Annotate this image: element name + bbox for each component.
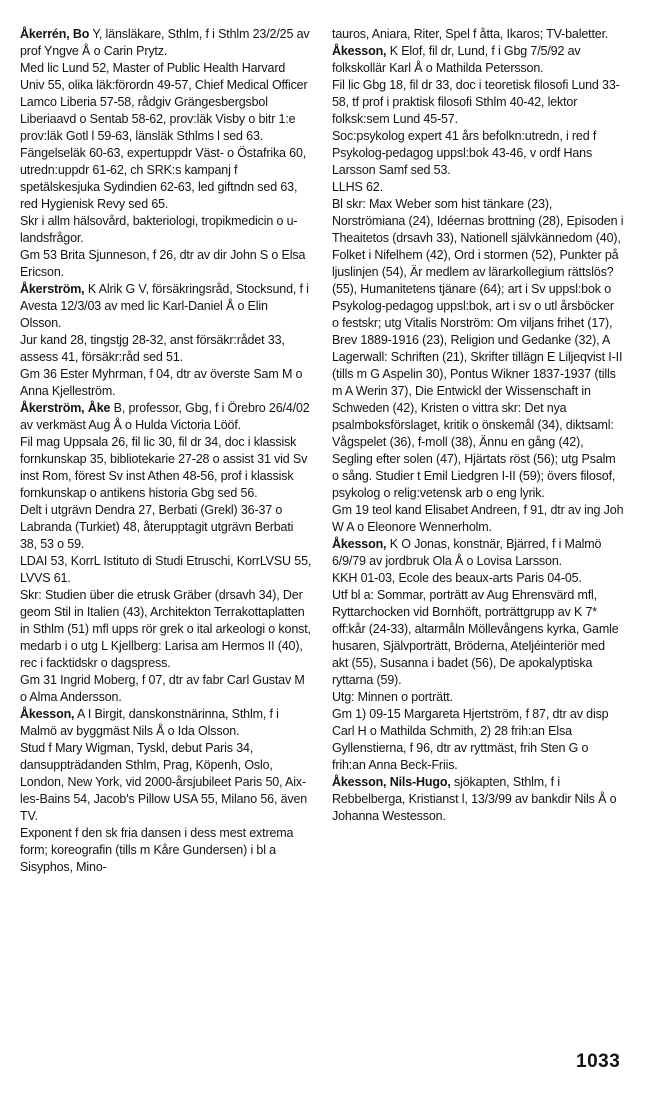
paragraph: KKH 01-03, Ecole des beaux-arts Paris 04-05.	[332, 571, 582, 585]
left-column	[20, 26, 312, 876]
entry-text: K Alrik G V, försäkringsråd, Stocksund, f i Avesta 12/3/03 av med lic Karl-Daniel Å o Elin Olsson.	[20, 282, 309, 330]
paragraph: Utf bl a: Sommar, porträtt av Aug Ehrensvärd mfl, Ryttarchocken vid Bornhöft, porträttgrupp av K 7* off:kår (24-33), altarmåln Möllevångens kyrka, Gamle husaren, Självporträtt, Bröderna, Ateljéinteriör med akt (55), Susanna i badet (56), De apokalyptiska ryttarna (59).	[332, 588, 619, 687]
entry-name: Åkesson, Nils-Hugo,	[332, 775, 451, 789]
entry-text: sjökapten, Sthlm, f i Rebbelberga, Kristianst l, 13/3/99 av bankdir Nils Å o Johanna Westesson.	[332, 775, 617, 823]
entry-heading	[332, 536, 624, 570]
paragraph: Stud f Mary Wigman, Tyskl, debut Paris 34, dansuppträdanden Sthlm, Prag, Köpenh, Oslo, London, New York, vid 2000-årsjubileet Paris 50, Aix-les-Bains 54, Jacob's Pillow USA 55, Milano 56, även TV.	[20, 741, 308, 823]
paragraph: Fil lic Gbg 18, fil dr 33, doc i teoretisk filosofi Lund 33-58, tf prof i praktisk filosofi Sthlm 40-42, lektor folksk:sem Lund 45-57.	[332, 78, 620, 126]
paragraph: Gm 1) 09-15 Margareta Hjertström, f 87, dtr av disp Carl H o Mathilda Schmith, 2) 28 frih:an Elsa Gyllenstierna, f 96, dtr av ryttmäst, frih Sten G o frih:an Anna Beck-Friis.	[332, 707, 609, 772]
entry-heading	[332, 43, 624, 77]
paragraph: Fängelseläk 60-63, expertuppdr Väst- o Östafrika 60, utredn:uppdr 61-62, ch SRK:s kampanj f spetälskesjuka Sydindien 62-63, led giftndn sed 63, red Hygienisk Revy sed 65.	[20, 146, 307, 211]
entry-text: B, professor, Gbg, f i Örebro 26/4/02 av verkmäst Aug Å o Hulda Victoria Lööf.	[20, 401, 310, 432]
paragraph: LDAI 53, KorrL Istituto di Studi Etruschi, KorrLVSU 55, LVVS 61.	[20, 554, 312, 585]
paragraph: Skr: Studien über die etrusk Gräber (drsavh 34), Der geom Stil in Italien (43), Architekton Terrakottaplatten in Sthlm (51) mfl upps rör grek o ital arkeologi o konst, medarb i o utg L Kjellberg: Larisa am Hermos II (40), rec i facktidskr o dagspress.	[20, 588, 311, 670]
entry-text: K Elof, fil dr, Lund, f i Gbg 7/5/92 av folkskollär Karl Å o Mathilda Petersson.	[332, 44, 581, 75]
paragraph: LLHS 62.	[332, 180, 383, 194]
entry-text: Y, länsläkare, Sthlm, f i Sthlm 23/2/25 av prof Yngve Å o Carin Prytz.	[20, 27, 310, 58]
right-column	[332, 26, 624, 825]
entry-name: Åkerström,	[20, 282, 85, 296]
entry-name: Åkesson,	[20, 707, 75, 721]
entry-name: Åkerström, Åke	[20, 401, 111, 415]
entry-text: A I Birgit, danskonstnärinna, Sthlm, f i Malmö av byggmäst Nils Å o Ida Olsson.	[20, 707, 279, 738]
entry-name: Åkesson,	[332, 44, 387, 58]
entry-name: Åkerrén, Bo	[20, 27, 90, 41]
entry-text: K O Jonas, konstnär, Bjärred, f i Malmö 6/9/79 av jordbruk Ola Å o Lovisa Larsson.	[332, 537, 602, 568]
paragraph: Utg: Minnen o porträtt.	[332, 690, 453, 704]
paragraph: Gm 36 Ester Myhrman, f 04, dtr av överste Sam M o Anna Kjelleström.	[20, 367, 303, 398]
paragraph: tauros, Aniara, Riter, Spel f åtta, Ikaros; TV-baletter.	[332, 27, 609, 41]
paragraph: Gm 53 Brita Sjunneson, f 26, dtr av dir John S o Elsa Ericson.	[20, 248, 306, 279]
paragraph: Med lic Lund 52, Master of Public Health Harvard Univ 55, olika läk:förordn 49-57, Chief Medical Officer Lamco Liberia 57-58, rådgiv Grängesbergsbol Liberiaavd o Sentab 58-62, prov:läk Visby o bitr 1:e prov:läk Gotl l 59-63, länsläk Sthlms l sed 63.	[20, 61, 308, 143]
paragraph: Fil mag Uppsala 26, fil lic 30, fil dr 34, doc i klassisk fornkunskap 35, bibliotekarie 27-28 o assist 31 vid Sv inst Rom, förest Sv inst Athen 48-56, prof i klassisk fornkunskap o antikens historia Gbg sed 56.	[20, 435, 308, 500]
paragraph: Gm 19 teol kand Elisabet Andreen, f 91, dtr av ing Joh W A o Eleonore Wennerholm.	[332, 503, 624, 534]
paragraph: Exponent f den sk fria dansen i dess mest extrema form; koreografin (tills m Kåre Gundersen) i bl a Sisyphos, Mino-	[20, 826, 294, 874]
page-number: 1033	[576, 1051, 621, 1072]
entry-heading	[20, 26, 312, 60]
paragraph: Jur kand 28, tingstjg 28-32, anst försäkr:rådet 33, assess 41, försäkr:råd sed 51.	[20, 333, 285, 364]
entry-heading	[332, 774, 624, 825]
paragraph: Skr i allm hälsovård, bakteriologi, tropikmedicin o u-landsfrågor.	[20, 214, 298, 245]
entry-heading	[20, 706, 312, 740]
paragraph: Delt i utgrävn Dendra 27, Berbati (Grekl) 36-37 o Labranda (Turkiet) 48, återupptagit utgrävn Berbati 38, 53 o 59.	[20, 503, 294, 551]
entry-name: Åkesson,	[332, 537, 387, 551]
paragraph: Bl skr: Max Weber som hist tänkare (23), Norströmiana (24), Idéernas brottning (28), Episoden i Theaitetos (drsavh 33), Nationell självkännedom (40), Folket i Nifelhem (42), Ord i stormen (52), Punkter på ljuslinjen (54), Är medlem av lärarkollegium rättslös? (55), Humanitetens tjänare (64); art i Sv uppsl:bok o Psykolog-pedagog uppsl:bok, art i sv o utl årsböcker o festskr; utg Vitalis Norström: Om viljans frihet (17), Brev 1889-1916 (23), Religion und Gedanke (32), A Lagerwall: Schriften (21), Skrifter tillägn E Liljeqvist I-II (tills m G Aspelin 30), Pontus Wikner 1837-1937 (tills m A Werin 37), Die Entwickl der Wissenschaft in Schweden (42), Kristen o vittra skr: Det nya psalmboksförslaget, kritik o önskemål (34), diktsaml: Vågspelet (36), f-moll (38), Ännu en gång (42), Segling efter solen (47), Hjärtats röst (56); utg Psalm o sång. Studier t Emil Liedgren I-II (59); övers filosof, psykolog o relig:vetensk arb o eng lyrik.	[332, 197, 624, 500]
paragraph: Gm 31 Ingrid Moberg, f 07, dtr av fabr Carl Gustav M o Alma Andersson.	[20, 673, 305, 704]
paragraph: Soc:psykolog expert 41 års befolkn:utredn, i red f Psykolog-pedagog uppsl:bok 43-46, v ordf Hans Larsson Samf sed 53.	[332, 129, 597, 177]
entry-heading	[20, 281, 312, 332]
entry-heading	[20, 400, 312, 434]
